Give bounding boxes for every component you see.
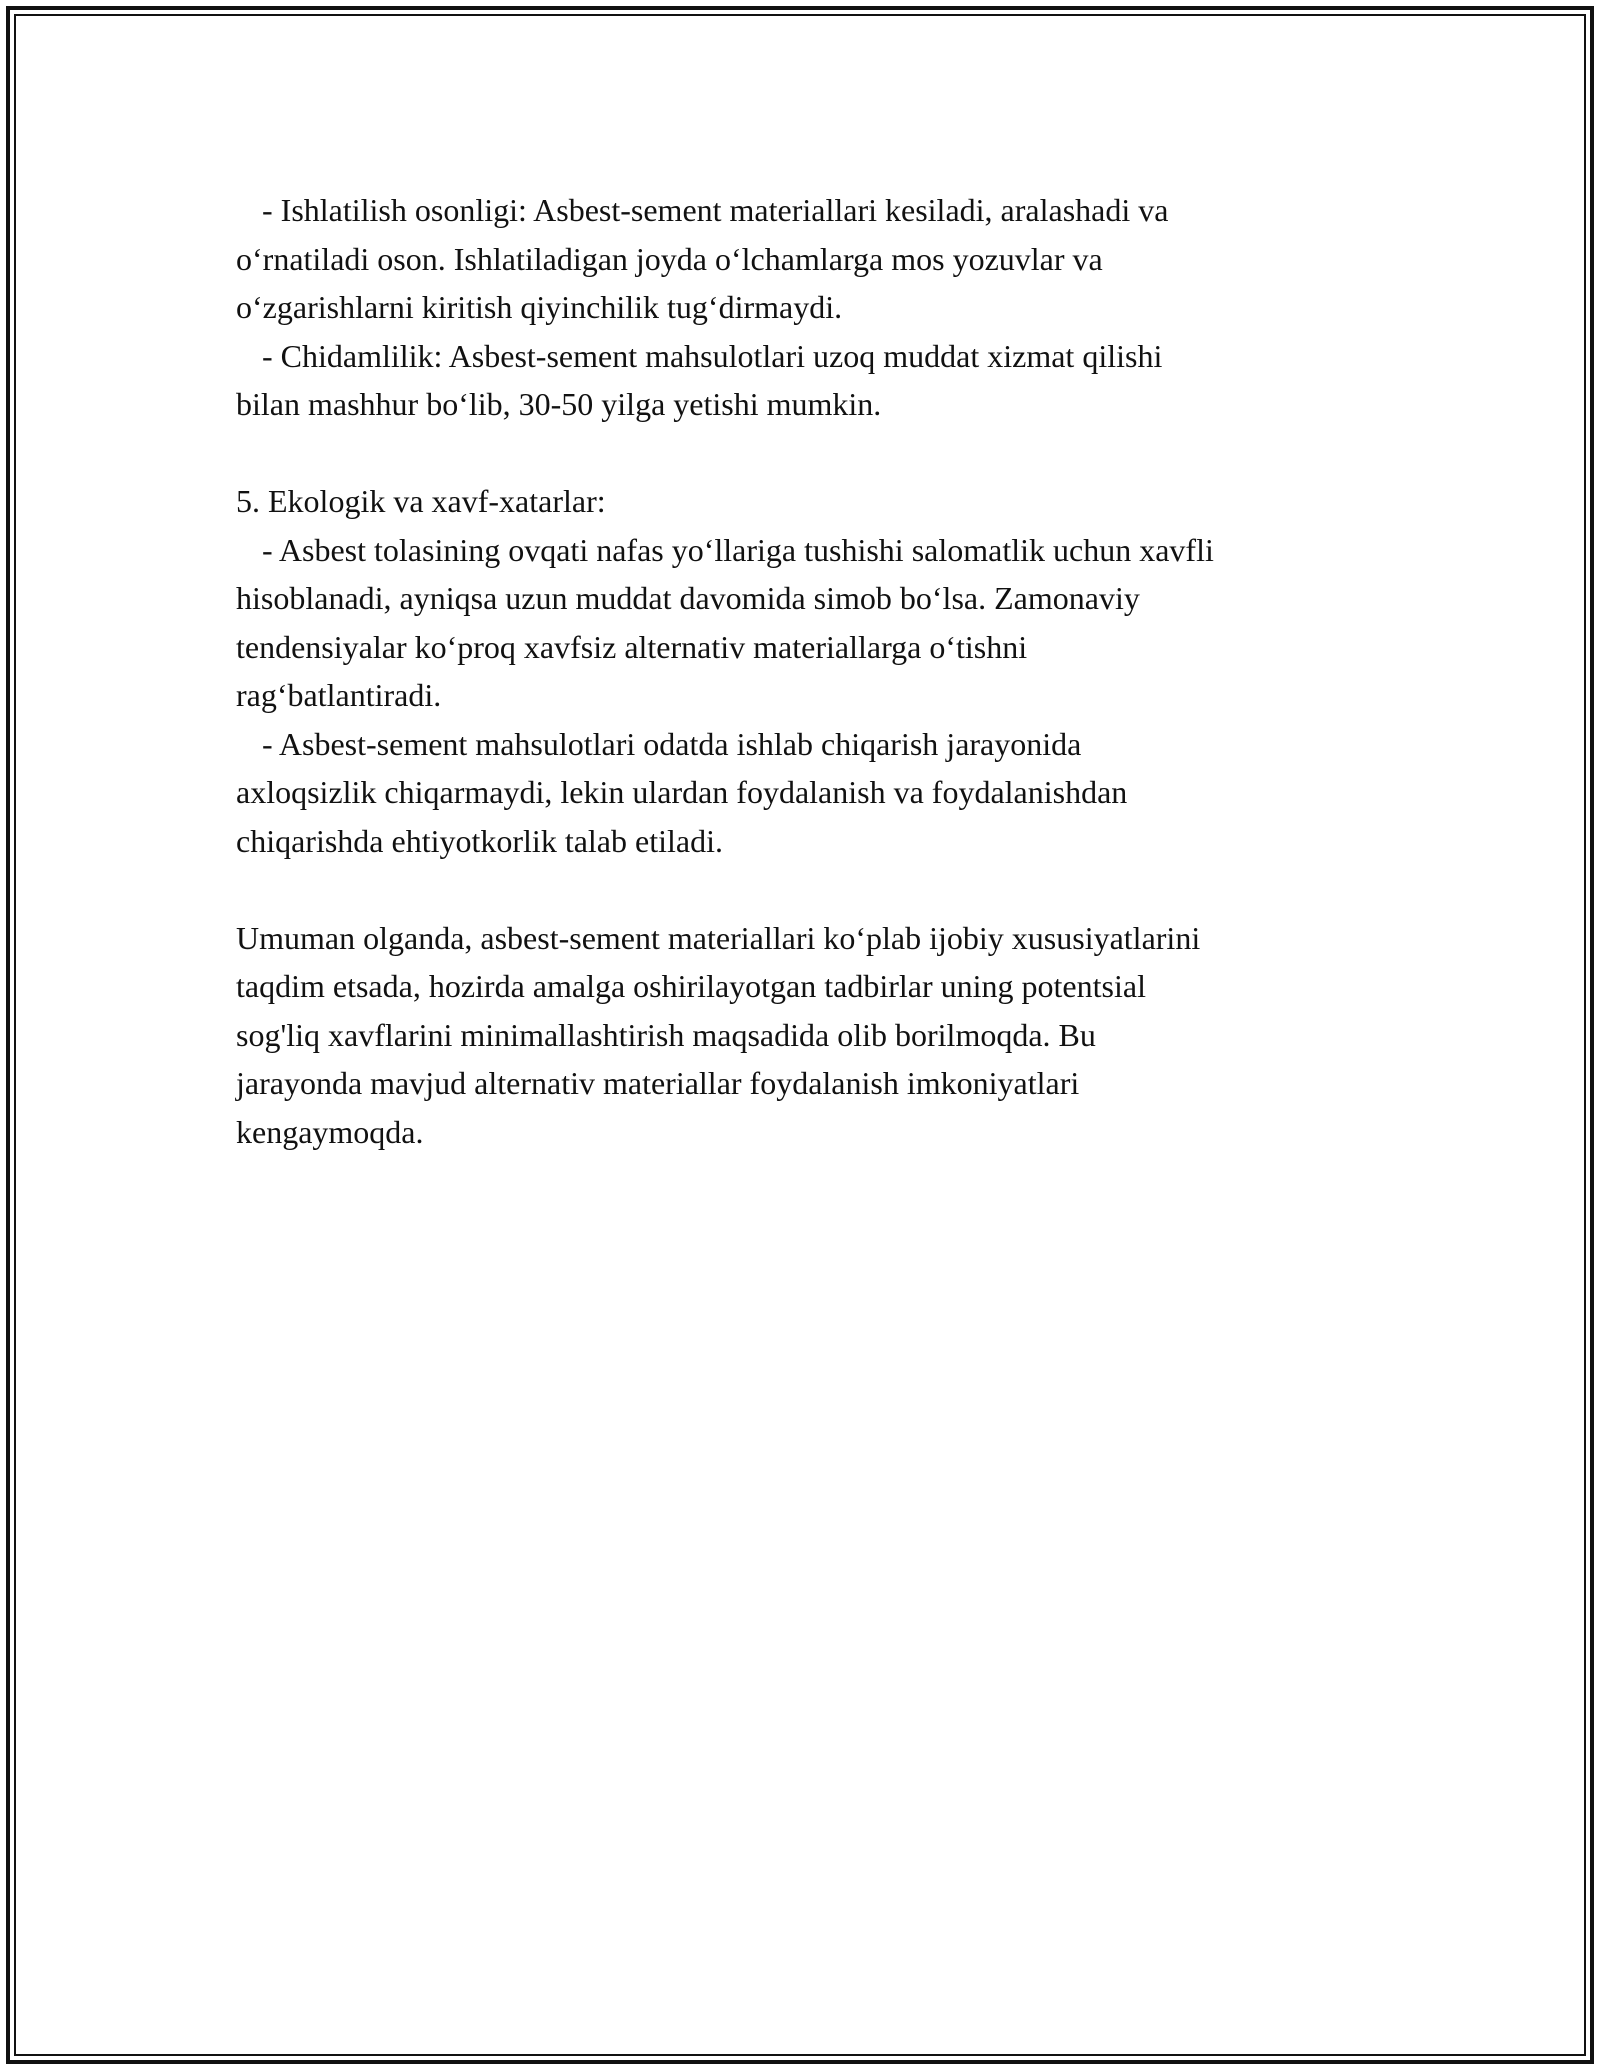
- blank-line: [236, 865, 1426, 914]
- document-body: [236, 186, 1426, 1156]
- text-line: - Asbest tolasining ovqati nafas yo‘llariga tushishi salomatlik uchun xavfli: [262, 531, 1214, 568]
- conclusion-line: sog'liq xavflarini minimallashtirish maqsadida olib borilmoqda. Bu: [236, 1016, 1096, 1053]
- text-line: rag‘batlantiradi.: [236, 677, 442, 713]
- section-heading: 5. Ekologik va xavf-xatarlar:: [236, 483, 606, 519]
- blank-line: [236, 429, 1426, 478]
- text-line: tendensiyalar ko‘proq xavfsiz alternativ materiallarga o‘tishni: [236, 628, 1028, 665]
- text-line: - Ishlatilish osonligi: Asbest-sement materiallari kesiladi, aralashadi va: [262, 192, 1169, 228]
- text-line: hisoblanadi, ayniqsa uzun muddat davomida simob bo‘lsa. Zamonaviy: [236, 580, 1140, 616]
- text-line: bilan mashhur bo‘lib, 30-50 yilga yetishi mumkin.: [236, 386, 882, 422]
- conclusion-line: kengaymoqda.: [236, 1113, 424, 1150]
- text-line: - Chidamlilik: Asbest-sement mahsulotlari uzoq muddat xizmat qilishi: [262, 337, 1163, 374]
- text-line: chiqarishda ehtiyotkorlik talab etiladi.: [236, 822, 723, 859]
- text-line: - Asbest-sement mahsulotlari odatda ishlab chiqarish jarayonida: [262, 725, 1082, 762]
- text-line: o‘zgarishlarni kiritish qiyinchilik tug‘dirmaydi.: [236, 289, 843, 325]
- conclusion-line: taqdim etsada, hozirda amalga oshirilayotgan tadbirlar uning potentsial: [236, 968, 1146, 1004]
- text-line: axloqsizlik chiqarmaydi, lekin ulardan foydalanish va foydalanishdan: [236, 774, 1128, 810]
- conclusion-line: jarayonda mavjud alternativ materiallar foydalanish imkoniyatlari: [236, 1065, 1080, 1101]
- text-line: o‘rnatiladi oson. Ishlatiladigan joyda o‘lchamlarga mos yozuvlar va: [236, 240, 1103, 277]
- conclusion-line: Umuman olganda, asbest-sement materiallari ko‘plab ijobiy xususiyatlarini: [236, 919, 1201, 956]
